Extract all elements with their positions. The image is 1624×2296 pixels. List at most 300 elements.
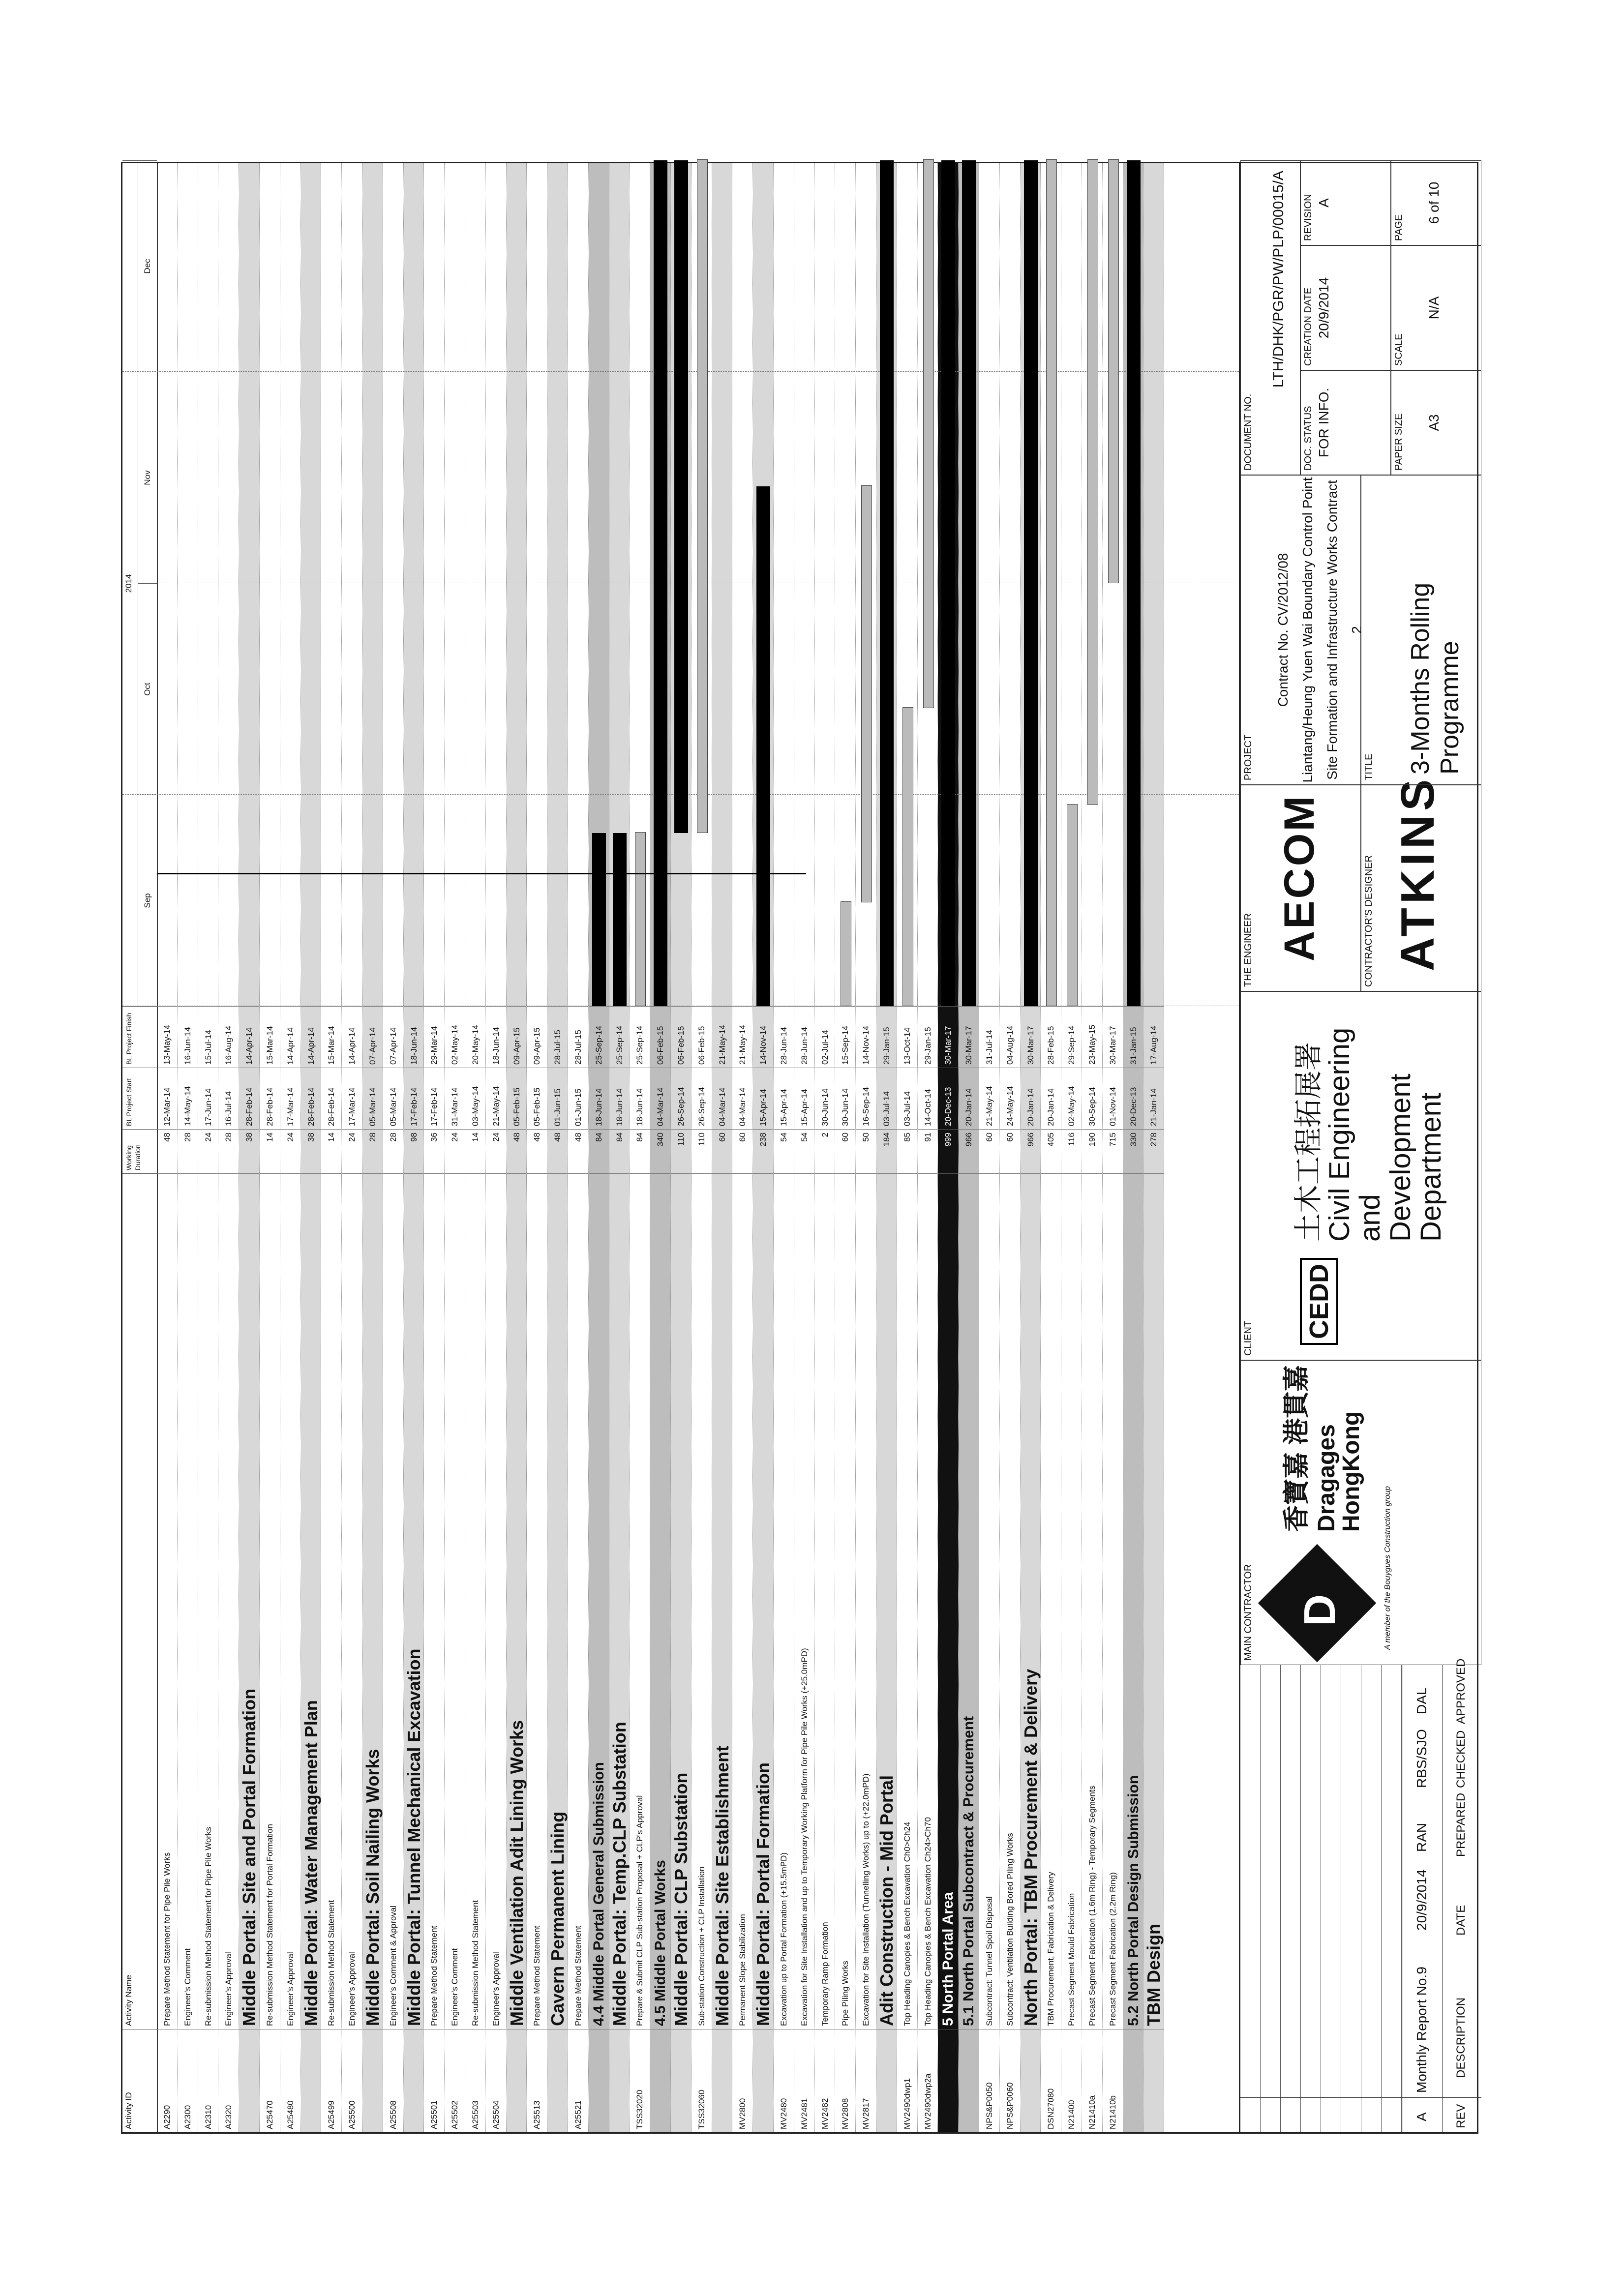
revision-table [1240,1658,1481,2132]
activity-name: Precast Segment Mould Fabrication [1061,1173,1082,2029]
activity-id: A25480 [280,2029,301,2132]
activity-id [1021,2029,1041,2132]
activity-finish: 16-Jun-14 [178,1006,198,1068]
activity-finish: 07-Apr-14 [383,1006,403,1068]
activity-duration: 60 [1000,1129,1020,1173]
activity-start: 21-May-14 [486,1068,506,1129]
activity-id [1123,2029,1143,2132]
activity-name: Top Heading Canopies & Bench Excavation Ch24>Ch70 [918,1173,938,2029]
doc-status-label: DOC. STATUS [1303,406,1314,471]
activity-duration: 60 [979,1129,999,1173]
activity-id [239,2029,259,2132]
summary-bar [756,486,770,1006]
activity-start: 05-Feb-15 [507,1068,527,1129]
title-box [1361,475,1481,785]
header-activity-name: Activity Name [122,1173,157,2029]
activity-duration: 54 [774,1129,794,1173]
cedd-logo-icon: CEDD [1300,1258,1338,1345]
activity-id: A25508 [383,2029,403,2132]
page-number: 6 of 10 [1426,181,1442,224]
activity-start: 03-May-14 [465,1068,485,1129]
activity-finish: 14-Apr-14 [342,1006,362,1068]
activity-name: Re-submission Method Statement [465,1173,485,2029]
activity-finish: 23-May-15 [1082,1006,1102,1068]
activity-name: North Portal: TBM Procurement & Delivery [1021,1173,1041,2029]
activity-duration: 48 [568,1129,588,1173]
creation-date-label: CREATION DATE [1303,287,1314,366]
activity-id: TSS32020 [630,2029,650,2132]
revision: A [1316,198,1331,208]
activity-finish: 15-Mar-14 [260,1006,280,1068]
activity-start: 20-Dec-13 [1123,1068,1143,1129]
activity-finish: 15-Sep-14 [835,1006,855,1068]
scale-label: SCALE [1393,333,1404,366]
activity-duration: 28 [218,1129,239,1173]
atkins-logo: ATKINS [1391,775,1444,971]
activity-finish: 18-Jun-14 [404,1006,424,1068]
activity-id: A25502 [445,2029,465,2132]
activity-id [753,2029,773,2132]
activity-start: 26-Sep-14 [671,1068,691,1129]
activity-id: A2310 [198,2029,218,2132]
activity-finish: 14-Nov-14 [856,1006,876,1068]
activity-finish: 06-Feb-15 [671,1006,691,1068]
activity-id: DSN27080 [1041,2029,1061,2132]
activity-start: 16-Sep-14 [856,1068,876,1129]
doc-no: LTH/DHK/PGR/PW/PLP/00015/A [1270,171,1287,388]
activity-id: N21410b [1103,2029,1123,2132]
activity-id: N21400 [1061,2029,1082,2132]
activity-id [507,2029,527,2132]
activity-id: MV2490dwp2a [918,2029,938,2132]
paper-size: A3 [1426,414,1442,431]
activity-finish: 28-Jun-14 [774,1006,794,1068]
activity-start: 01-Jun-15 [568,1068,588,1129]
activity-id: MV2482 [815,2029,835,2132]
activity-name: Re-submission Method Statement for Pipe Pile Works [198,1173,218,2029]
activity-id [1143,2029,1164,2132]
activity-finish: 30-Mar-17 [1021,1006,1041,1068]
activity-finish: 25-Sep-14 [589,1006,609,1068]
client-box [1240,991,1481,1360]
activity-start: 05-Mar-14 [362,1068,383,1129]
activity-finish: 07-Apr-14 [362,1006,383,1068]
main-contractor-cn: 香寶嘉 港貫嘉 [1282,1365,1311,1532]
activity-start: 20-Jan-14 [1021,1068,1041,1129]
activity-name: Subcontract: Ventilation Building Bored Piling Works [1000,1173,1020,2029]
activity-name: Adit Construction - Mid Portal [876,1173,897,2029]
activity-name: Engineer's Comment & Approval [383,1173,403,2029]
activity-id [938,2029,958,2132]
activity-bar [1108,159,1119,583]
activity-start: 30-Sep-14 [1082,1068,1102,1129]
activity-name: Middle Portal: Site and Portal Formation [239,1173,259,2029]
activity-name: Temporary Ramp Formation [815,1173,835,2029]
activity-duration: 999 [938,1129,958,1173]
activity-name: 5.2 North Portal Design Submission [1123,1173,1143,2029]
activity-name: Top Heading Canopies & Bench Excavation Ch0>Ch24 [897,1173,917,2029]
activity-start: 15-Apr-14 [753,1068,773,1129]
activity-id: TSS32060 [692,2029,712,2132]
client-name-1: Civil Engineering and [1323,1027,1386,1242]
activity-bar [902,707,913,1006]
summary-bar [592,833,606,1006]
activity-name: Middle Portal: Site Establishment [712,1173,732,2029]
activity-start: 21-May-14 [979,1068,999,1129]
activity-start: 28-Feb-14 [321,1068,341,1129]
activity-id: MV2490dwp1 [897,2029,917,2132]
header-bl-finish: BL Project Finish [122,1006,157,1068]
activity-name: Excavation for Site Installation and up to Temporary Working Platform for Pipe Pile Works (+25.0mPD) [794,1173,814,2029]
activity-bar [697,159,708,833]
summary-bar [654,160,667,1006]
activity-bar [1067,804,1078,1006]
activity-duration: 14 [321,1129,341,1173]
activity-start: 28-Feb-14 [301,1068,321,1129]
main-contractor-note: A member of the Bouygues Construction group [1383,1486,1392,1650]
activity-duration: 91 [918,1129,938,1173]
data-date-line [157,873,806,874]
activity-duration: 60 [732,1129,752,1173]
month-label: Oct [138,583,157,795]
rev-label: CHECKED [1454,1730,1468,1788]
rev-value: A [1414,2112,1429,2121]
activity-start: 31-Mar-14 [445,1068,465,1129]
rev-label: DATE [1454,1905,1468,1936]
activity-id: A25499 [321,2029,341,2132]
activity-id: MV2481 [794,2029,814,2132]
activity-finish: 31-Jan-15 [1123,1006,1143,1068]
activity-finish: 30-Mar-17 [1103,1006,1123,1068]
activity-id [959,2029,979,2132]
activity-start: 20-Jan-14 [959,1068,979,1129]
activity-name: Engineer's Approval [486,1173,506,2029]
activity-name: 5 North Portal Area [938,1173,958,2029]
activity-start: 16-Jul-14 [218,1068,239,1129]
activity-finish: 06-Feb-15 [650,1006,670,1068]
activity-finish: 18-Jun-14 [486,1006,506,1068]
activity-duration: 24 [486,1129,506,1173]
activity-duration: 966 [959,1129,979,1173]
main-contractor-name-1: Dragages [1314,1424,1340,1532]
activity-id [404,2029,424,2132]
activity-duration: 340 [650,1129,670,1173]
activity-name: Permanent Slope Stabilization [732,1173,752,2029]
activity-duration: 184 [876,1129,897,1173]
activity-start: 17-Mar-14 [342,1068,362,1129]
client-label: CLIENT [1243,1320,1254,1356]
summary-bar [880,160,894,1006]
activity-bar [923,159,934,708]
activity-duration: 38 [239,1129,259,1173]
activity-start: 24-May-14 [1000,1068,1020,1129]
activity-id [671,2029,691,2132]
activity-name: Middle Portal: Water Management Plan [301,1173,321,2029]
activity-name: Subcontract: Tunnel Spoil Disposal [979,1173,999,2029]
activity-start: 26-Sep-14 [692,1068,712,1129]
rev-labels [1442,1658,1482,2132]
activity-finish: 16-Aug-14 [218,1006,239,1068]
activity-duration: 278 [1143,1129,1164,1173]
activity-duration: 2 [815,1129,835,1173]
activity-id: A25500 [342,2029,362,2132]
activity-finish: 29-Jan-15 [876,1006,897,1068]
activity-start: 14-May-14 [178,1068,198,1129]
activity-duration: 330 [1123,1129,1143,1173]
header-activity-id: Activity ID [122,2029,157,2132]
activity-name: Middle Portal: CLP Substation [671,1173,691,2029]
header-duration: Working Duration [122,1129,157,1173]
activity-duration: 24 [342,1129,362,1173]
activity-name: Prepare & Submit CLP Sub-station Proposal + CLP's Approval [630,1173,650,2029]
activity-bar [1087,159,1098,805]
activity-name: Re-submission Method Statement for Portal Formation [260,1173,280,2029]
activity-name: Excavation up to Portal Formation (+15.5mPD) [774,1173,794,2029]
activity-finish: 17-Aug-14 [1143,1006,1164,1068]
activity-start: 18-Jun-14 [589,1068,609,1129]
activity-finish: 09-Apr-15 [507,1006,527,1068]
engineer-box [1240,785,1361,991]
project-line-1: Contract No. CV/2012/08 [1275,553,1291,707]
doc-status: FOR INFO. [1316,388,1331,458]
activity-start: 01-Nov-14 [1103,1068,1123,1129]
activity-start: 17-Mar-14 [280,1068,301,1129]
summary-bar [941,160,955,1006]
activity-bar [861,485,872,902]
activity-duration: 85 [897,1129,917,1173]
project-line-3: Site Formation and Infrastructure Works Contract 2 [1324,480,1364,780]
activity-start: 21-Jan-14 [1143,1068,1164,1129]
activity-start: 03-Jul-14 [876,1068,897,1129]
activity-id [650,2029,670,2132]
activity-start: 01-Jun-15 [547,1068,568,1129]
activity-start: 04-Mar-14 [712,1068,732,1129]
activity-finish: 25-Sep-14 [630,1006,650,1068]
activity-id: A25521 [568,2029,588,2132]
month-label: Nov [138,372,157,583]
project-box [1240,475,1364,785]
activity-id: NPS&P0050 [979,2029,999,2132]
summary-bar [1024,160,1038,1006]
activity-finish: 14-Apr-14 [280,1006,301,1068]
activity-start: 20-Jan-14 [1041,1068,1061,1129]
activity-finish: 02-Jul-14 [815,1006,835,1068]
activity-duration: 405 [1041,1129,1061,1173]
designer-box [1361,775,1481,991]
activity-finish: 15-Jul-14 [198,1006,218,1068]
activity-duration: 28 [178,1129,198,1173]
page-label: PAGE [1393,214,1404,241]
activity-duration: 48 [507,1129,527,1173]
engineer-label: THE ENGINEER [1243,913,1254,987]
activity-finish: 06-Feb-15 [692,1006,712,1068]
activity-id: A25503 [465,2029,485,2132]
activity-finish: 13-May-14 [157,1006,177,1068]
activity-duration: 84 [589,1129,609,1173]
designer-label: CONTRACTOR'S DESIGNER [1363,855,1374,987]
rev-description: Monthly Report No.9 [1414,1967,1429,2093]
activity-duration: 28 [362,1129,383,1173]
aecom-logo: AECOM [1276,794,1323,961]
activity-start: 18-Jun-14 [630,1068,650,1129]
main-contractor-name-2: HongKong [1338,1411,1364,1532]
activity-duration: 24 [198,1129,218,1173]
activity-duration: 116 [1061,1129,1082,1173]
rev-label: REV [1454,2104,1468,2128]
project-line-2: Liantang/Heung Yuen Wai Boundary Control Point [1300,477,1315,783]
activity-name: Middle Portal: Temp.CLP Substation [609,1173,630,2029]
activity-duration: 60 [835,1129,855,1173]
activity-name: Engineer's Comment [445,1173,465,2029]
activity-id [362,2029,383,2132]
activity-finish: 25-Sep-14 [609,1006,630,1068]
activity-name: TBM Procurement, Fabrication & Delivery [1041,1173,1061,2029]
activity-finish: 28-Jul-15 [547,1006,568,1068]
activity-name: Pipe Piling Works [835,1173,855,2029]
activity-start: 17-Feb-14 [404,1068,424,1129]
activity-id [547,2029,568,2132]
activity-name: Cavern Permanent Lining [547,1173,568,2029]
activity-finish: 30-Mar-17 [959,1006,979,1068]
activity-name: Re-submission Method Statement [321,1173,341,2029]
activity-id [609,2029,630,2132]
activity-name: 4.4 Middle Portal General Submission [589,1173,609,2029]
activity-start: 20-Dec-13 [938,1068,958,1129]
activity-start: 05-Feb-15 [527,1068,547,1129]
project-label: PROJECT [1243,734,1254,780]
activity-id: NPS&P0060 [1000,2029,1020,2132]
activity-finish: 02-May-14 [445,1006,465,1068]
activity-name: Engineer's Approval [218,1173,239,2029]
activity-bar [841,901,851,1006]
activity-start: 14-Oct-14 [918,1068,938,1129]
activity-finish: 09-Apr-15 [527,1006,547,1068]
activity-duration: 50 [856,1129,876,1173]
activity-id [589,2029,609,2132]
activity-name: Excavation for Site Installation (Tunnelling Works) up to (+22.0mPD) [856,1173,876,2029]
activity-finish: 14-Apr-14 [239,1006,259,1068]
activity-name: Sub-station Construction + CLP Installation [692,1173,712,2029]
activity-finish: 29-Jan-15 [918,1006,938,1068]
activity-id [876,2029,897,2132]
summary-bar [674,160,688,833]
activity-start: 30-Jun-14 [835,1068,855,1129]
rev-prepared: RAN [1414,1822,1429,1852]
activity-name: Engineer's Comment [178,1173,198,2029]
activity-finish: 13-Oct-14 [897,1006,917,1068]
scale: N/A [1426,296,1442,320]
activity-finish: 28-Jun-14 [794,1006,814,1068]
activity-start: 02-May-14 [1061,1068,1082,1129]
activity-duration: 110 [671,1129,691,1173]
activity-finish: 31-Jul-14 [979,1006,999,1068]
activity-duration: 98 [404,1129,424,1173]
activity-name: Middle Portal: Portal Formation [753,1173,773,2029]
title-label: TITLE [1363,753,1374,780]
activity-id [712,2029,732,2132]
programme-frame [121,162,1478,2134]
activity-bar [1046,159,1057,1006]
activity-id: MV2808 [835,2029,855,2132]
activity-name: Middle Portal: Soil Nailing Works [362,1173,383,2029]
activity-id: A25504 [486,2029,506,2132]
header-year: 2014 [122,160,138,1006]
summary-bar [962,160,976,1006]
rev-label: DESCRIPTION [1454,1997,1468,2078]
main-contractor-box: MAIN CONTRACTOR D 香寶嘉 港貫嘉 Dragages HongKong A member of the Bouygues Construction group [1240,1360,1481,1665]
activity-duration: 84 [609,1129,630,1173]
activity-finish: 21-May-14 [732,1006,752,1068]
activity-finish: 28-Jul-15 [568,1006,588,1068]
activity-finish: 14-Apr-14 [301,1006,321,1068]
summary-bar [1127,160,1141,1006]
rev-label: APPROVED [1454,1658,1468,1724]
rev-approved: DAL [1414,1687,1429,1714]
activity-duration: 110 [692,1129,712,1173]
activity-name: Middle Portal: Tunnel Mechanical Excavation [404,1173,424,2029]
activity-finish: 29-Mar-14 [424,1006,444,1068]
activity-start: 17-Jun-14 [198,1068,218,1129]
activity-finish: 28-Feb-15 [1041,1006,1061,1068]
activity-name: Prepare Method Statement for Pipe Pile Works [157,1173,177,2029]
gantt-area [122,160,1239,1006]
activity-duration: 966 [1021,1129,1041,1173]
activity-name: Prepare Method Statement [568,1173,588,2029]
activity-id: A2300 [178,2029,198,2132]
activity-duration: 24 [280,1129,301,1173]
activity-name: 4.5 Middle Portal Works [650,1173,670,2029]
activity-start: 15-Apr-14 [774,1068,794,1129]
revision-label: REVISION [1303,194,1314,241]
activity-name: Engineer's Approval [280,1173,301,2029]
activity-duration: 190 [1082,1129,1102,1173]
activity-id: MV2800 [732,2029,752,2132]
activity-id: A25501 [424,2029,444,2132]
doc-no-box [1240,160,1300,475]
doc-no-label: DOCUMENT NO. [1243,393,1254,471]
activity-finish: 14-Nov-14 [753,1006,773,1068]
activity-name: Prepare Method Statement [424,1173,444,2029]
activity-duration: 48 [527,1129,547,1173]
rev-label: PREPARED [1454,1792,1468,1857]
activity-start: 05-Mar-14 [383,1068,403,1129]
activity-finish: 15-Mar-14 [321,1006,341,1068]
activity-start: 12-Mar-14 [157,1068,177,1129]
activity-id: MV2817 [856,2029,876,2132]
activity-id: A25513 [527,2029,547,2132]
client-name-2: Development Department [1384,1073,1447,1242]
activity-name: Prepare Method Statement [527,1173,547,2029]
activity-start: 18-Jun-14 [609,1068,630,1129]
creation-date: 20/9/2014 [1316,277,1331,339]
rev-date: 20/9/2014 [1414,1869,1429,1931]
paper-size-label: PAPER SIZE [1393,413,1404,471]
activity-finish: 20-May-14 [465,1006,485,1068]
activity-name: Precast Segment Fabrication (2.2m Ring) [1103,1173,1123,2029]
month-label: Dec [138,160,157,372]
activity-duration: 24 [445,1129,465,1173]
main-contractor-label: MAIN CONTRACTOR [1243,1564,1254,1661]
activity-duration: 38 [301,1129,321,1173]
activity-finish: 29-Sep-14 [1061,1006,1082,1068]
title-block [1239,163,1481,2132]
activity-name: Middle Ventilation Adit Lining Works [507,1173,527,2029]
activity-duration: 36 [424,1129,444,1173]
activity-duration: 54 [794,1129,814,1173]
activity-id: A25470 [260,2029,280,2132]
activity-id: N21410a [1082,2029,1102,2132]
activity-bar [635,832,646,1006]
